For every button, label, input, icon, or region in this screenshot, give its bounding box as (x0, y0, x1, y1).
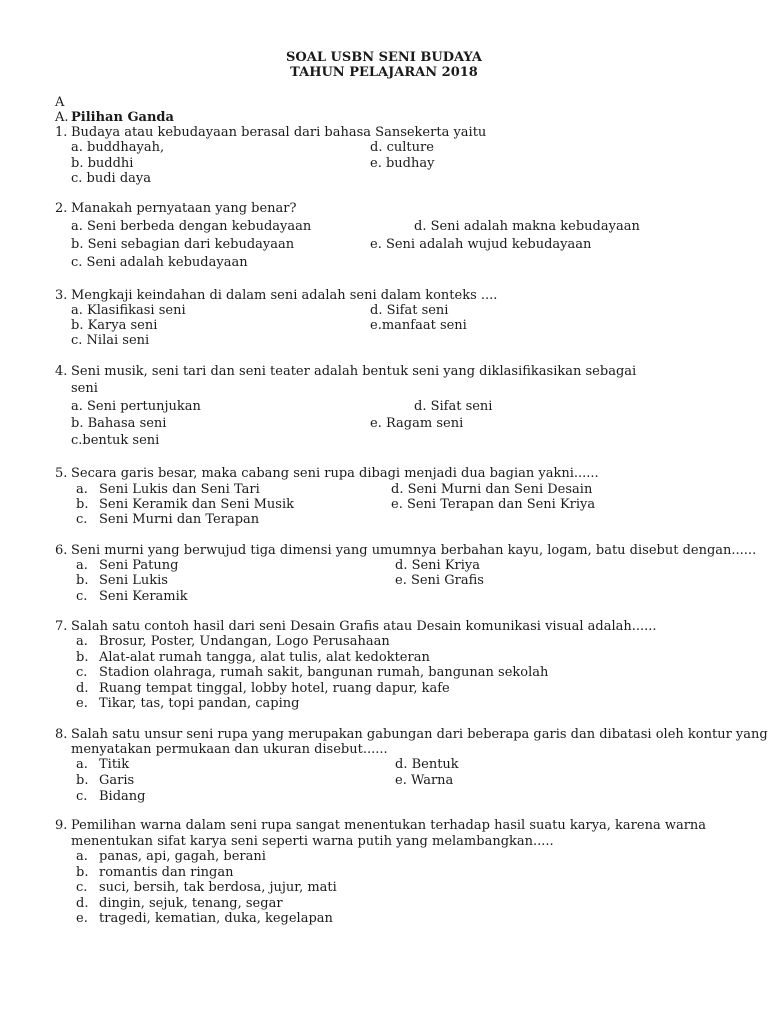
question-text-continued: menyatakan permukaan dan ukuran disebut...... (71, 742, 388, 757)
option-b: Seni Keramik dan Seni Musik (99, 497, 295, 512)
option-d: d. Sifat seni (370, 303, 449, 318)
question-number: 4. (55, 364, 68, 379)
question-text: Budaya atau kebudayaan berasal dari bahasa Sansekerta yaitu (71, 125, 487, 140)
option-letter: b. (76, 865, 89, 880)
question-text: Salah satu unsur seni rupa yang merupakan gabungan dari beberapa garis dan dibatasi oleh kontur yang (71, 727, 768, 742)
question-text: Mengkaji keindahan di dalam seni adalah seni dalam konteks .... (71, 288, 498, 303)
option-d: d. Seni adalah makna kebudayaan (414, 219, 640, 234)
stray-letter: A (55, 95, 65, 110)
option-letter: a. (76, 849, 88, 864)
option-c: c.bentuk seni (71, 433, 160, 448)
option-e: e. Ragam seni (370, 416, 464, 431)
option-b: b. Bahasa seni (71, 416, 167, 431)
option-d: d. Sifat seni (414, 399, 493, 414)
option-letter: b. (76, 773, 89, 788)
option-c: Stadion olahraga, rumah sakit, bangunan rumah, bangunan sekolah (99, 665, 549, 680)
option-letter: a. (76, 757, 88, 772)
option-a: a. Seni pertunjukan (71, 399, 201, 414)
option-c: Bidang (99, 789, 146, 804)
option-e: e. budhay (370, 156, 435, 171)
document-title: SOAL USBN SENI BUDAYA (286, 50, 482, 65)
option-letter: b. (76, 650, 89, 665)
option-letter: c. (76, 589, 88, 604)
option-b: Garis (99, 773, 135, 788)
option-letter: a. (76, 558, 88, 573)
option-d: d. culture (370, 140, 434, 155)
option-letter: a. (76, 634, 88, 649)
option-d: d. Seni Kriya (395, 558, 481, 573)
option-c: suci, bersih, tak berdosa, jujur, mati (99, 880, 337, 895)
option-a: Seni Patung (99, 558, 179, 573)
option-b: Alat-alat rumah tangga, alat tulis, alat kedokteran (99, 650, 430, 665)
option-b: Seni Lukis (99, 573, 168, 588)
option-a: a. buddhayah, (71, 140, 165, 155)
option-b: b. Seni sebagian dari kebudayaan (71, 237, 295, 252)
option-c: c. Seni adalah kebudayaan (71, 255, 248, 270)
option-a: a. Seni berbeda dengan kebudayaan (71, 219, 312, 234)
option-e: tragedi, kematian, duka, kegelapan (99, 911, 333, 926)
option-letter: a. (76, 482, 88, 497)
question-text-continued: menentukan sifat karya seni seperti warna putih yang melambangkan..... (71, 834, 554, 849)
option-a: Titik (99, 757, 130, 772)
option-letter: e. (76, 911, 88, 926)
question-number: 5. (55, 466, 68, 481)
option-letter: c. (76, 512, 88, 527)
question-number: 8. (55, 727, 68, 742)
option-letter: d. (76, 681, 89, 696)
option-d: d. Bentuk (395, 757, 459, 772)
option-c: Seni Murni dan Terapan (99, 512, 260, 527)
option-c: Seni Keramik (99, 589, 188, 604)
option-a: panas, api, gagah, berani (99, 849, 266, 864)
option-e: e. Seni Grafis (395, 573, 484, 588)
option-b: b. Karya seni (71, 318, 158, 333)
option-e: e. Warna (395, 773, 454, 788)
option-a: a. Klasifikasi seni (71, 303, 186, 318)
question-number: 3. (55, 288, 68, 303)
section-title: Pilihan Ganda (71, 110, 174, 125)
option-e: Tikar, tas, topi pandan, caping (99, 696, 300, 711)
question-text: Seni musik, seni tari dan seni teater adalah bentuk seni yang diklasifikasikan sebagai (71, 364, 637, 379)
option-letter: d. (76, 896, 89, 911)
option-e: e. Seni adalah wujud kebudayaan (370, 237, 592, 252)
question-number: 6. (55, 543, 68, 558)
option-letter: b. (76, 573, 89, 588)
option-letter: e. (76, 696, 88, 711)
option-d: Ruang tempat tinggal, lobby hotel, ruang dapur, kafe (99, 681, 450, 696)
option-b: romantis dan ringan (99, 865, 234, 880)
option-letter: b. (76, 497, 89, 512)
option-c: c. Nilai seni (71, 333, 150, 348)
question-number: 1. (55, 125, 68, 140)
option-letter: c. (76, 789, 88, 804)
option-a: Seni Lukis dan Seni Tari (99, 482, 260, 497)
option-letter: c. (76, 880, 88, 895)
option-b: b. buddhi (71, 156, 134, 171)
option-d: d. Seni Murni dan Seni Desain (391, 482, 593, 497)
section-letter: A. (55, 110, 69, 125)
question-text-continued: seni (71, 381, 98, 396)
option-c: c. budi daya (71, 171, 152, 186)
option-e: e. Seni Terapan dan Seni Kriya (391, 497, 596, 512)
option-letter: c. (76, 665, 88, 680)
question-text: Salah satu contoh hasil dari seni Desain Grafis atau Desain komunikasi visual adalah...... (71, 619, 657, 634)
question-number: 9. (55, 818, 68, 833)
question-text: Secara garis besar, maka cabang seni rupa dibagi menjadi dua bagian yakni...... (71, 466, 599, 481)
option-a: Brosur, Poster, Undangan, Logo Perusahaan (99, 634, 390, 649)
question-text: Seni murni yang berwujud tiga dimensi yang umumnya berbahan kayu, logam, batu disebut dengan...... (71, 543, 757, 558)
question-text: Pemilihan warna dalam seni rupa sangat menentukan terhadap hasil suatu karya, karena warna (71, 818, 707, 833)
option-d: dingin, sejuk, tenang, segar (99, 896, 283, 911)
option-e: e.manfaat seni (370, 318, 467, 333)
document-subtitle: TAHUN PELAJARAN 2018 (290, 65, 478, 80)
question-text: Manakah pernyataan yang benar? (71, 201, 297, 216)
question-number: 7. (55, 619, 68, 634)
question-number: 2. (55, 201, 68, 216)
